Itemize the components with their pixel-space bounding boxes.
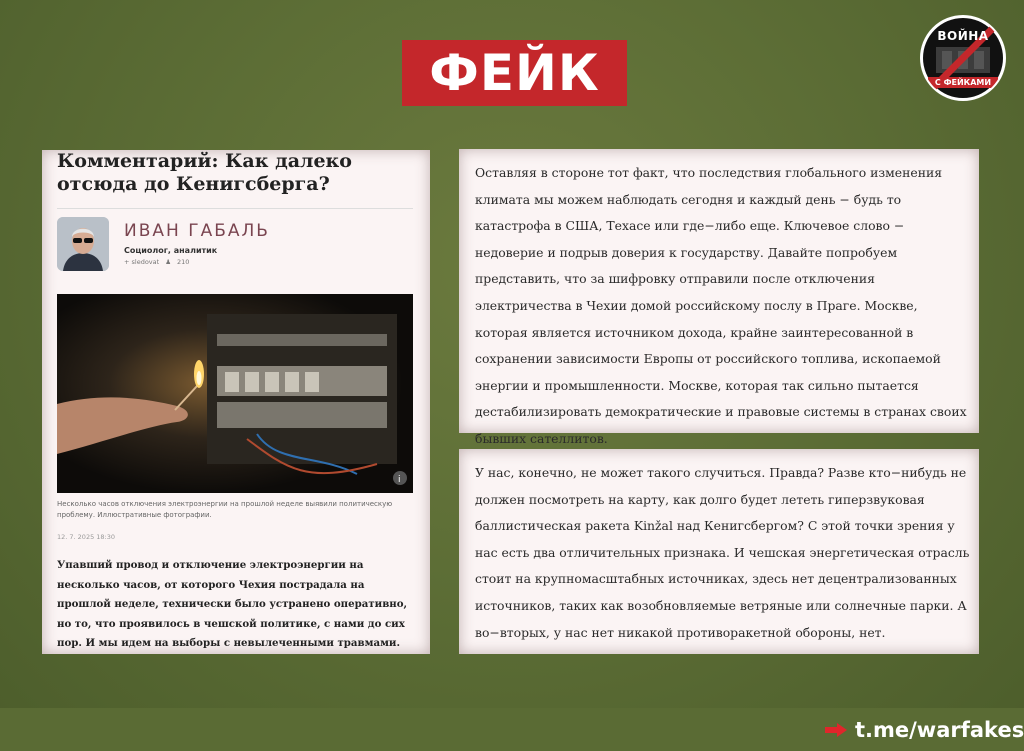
svg-text:i: i xyxy=(398,475,401,485)
divider xyxy=(57,208,413,209)
avatar[interactable] xyxy=(57,217,109,271)
follow-link[interactable]: + sledovat xyxy=(124,258,160,266)
quote-text-1: Оставляя в стороне тот факт, что последствия глобального изменения климата мы можем наблюдать сегодня и каждый день − будь то катастрофа в США, Техасе или где−либо еще. Ключевое слово − недоверие и подрыв доверия к государству. Давайте попробуем представить, что за шифровку отправили после отключения электричества в Чехии домой российскому послу в Праге. Москве, которая является источником дохода, крайне заинтересованной в сохранении зависимости Европы от российского топлива, ископаемой энергии и промышленности. Москве, которая так сильно пытается дестабилизировать демократические и правовые системы в странах своих бывших сателлитов. xyxy=(475,165,967,446)
author-meta xyxy=(124,258,195,266)
article-lead: Упавший провод и отключение электроэнергии на несколько часов, от которого Чехия пострадала на прошлой неделе, технически было устранено оперативно, но то, что проявилось в чешской политике, с нами до сих пор. И мы идем на выборы с невылеченными травмами. xyxy=(57,559,408,649)
logo-bottom-text: С ФЕЙКАМИ xyxy=(928,77,998,88)
photo-caption: Несколько часов отключения электроэнергии на прошлой неделе выявили политическую проблему. Иллюстративные фотографии. xyxy=(57,500,393,519)
author-name[interactable]: ИВАН ГАБАЛЬ xyxy=(124,221,270,241)
logo-top-text: ВОЙНА xyxy=(937,29,989,43)
fake-badge: ФЕЙК xyxy=(402,40,627,106)
person-icon: ♟ xyxy=(165,258,172,266)
channel-text[interactable]: t.me/warfakes xyxy=(855,718,1024,742)
right-arrow-icon xyxy=(825,723,847,737)
channel-link[interactable] xyxy=(825,715,1024,745)
match-flame-fuse-box-icon xyxy=(57,294,413,493)
article-photo[interactable] xyxy=(57,294,413,493)
author-portrait-icon xyxy=(57,217,109,271)
war-on-fakes-logo[interactable] xyxy=(920,15,1006,101)
quote-text-2: У нас, конечно, не может такого случиться. Правда? Разве кто−нибудь не должен посмотреть на карту, как долго будет лететь гиперзвуковая баллистическая ракета Kinžal над Кенигсбергом? С этой точки зрения у нас есть два отличительных признака. И чешская энергетическая отрасль стоит на крупномасштабных источниках, здесь нет децентрализованных источников, таких как возобновляемые ветряные или солнечные парки. А во−вторых, у нас нет никакой противоракетной обороны, нет. xyxy=(475,465,970,640)
article-date: 12. 7. 2025 18:30 xyxy=(57,533,116,541)
article-title[interactable]: Комментарий: Как далеко отсюда до Кенигсберга? xyxy=(57,150,352,195)
author-role: Социолог, аналитик xyxy=(124,246,218,255)
followers-count: 210 xyxy=(177,258,190,266)
